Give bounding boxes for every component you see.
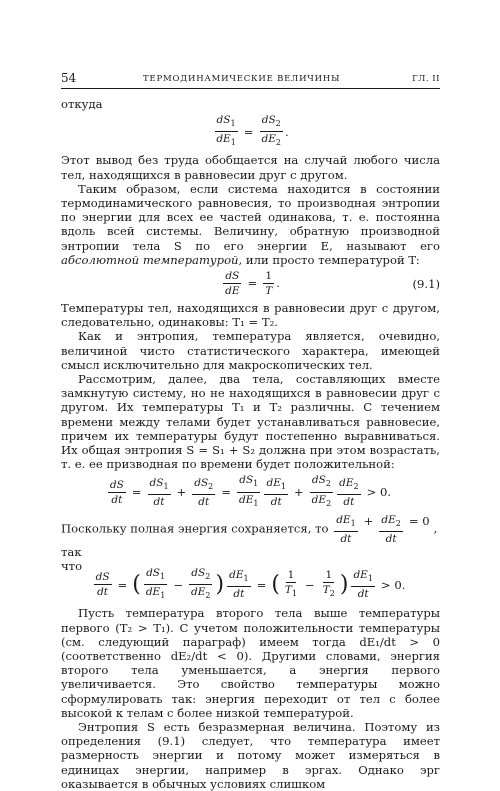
page-number: 54	[61, 71, 77, 85]
p6-chto: что	[61, 558, 83, 573]
paragraph-generalization: Этот вывод без труда обобщается на случай любого числа тел, находящихся в равновесии друг с другом.	[61, 153, 440, 182]
paragraph-equal-temperatures: Температуры тел, находящихся в равновесии друг с другом, следовательно, одинаковы: T₁ = T₂.	[61, 301, 440, 330]
absolute-temperature-term: абсолютной температурой	[61, 252, 239, 267]
header-rule	[61, 88, 440, 89]
paragraph-statistical-nature: Как и энтропия, температура является, очевидно, величиной чисто статистического характера, имеющей смысл исключительно для макроскопических тел.	[61, 329, 440, 372]
equation-number: (9.1)	[412, 276, 440, 291]
p2-start: Таким образом, если система находится в состоянии термодинамического равновесия, то производная энтропии по энергии для всех ее частей одинакова, т. е. постоянна вдоль всей системы. Величину, обратную производной энтропии тела S по его энергии E, называют его	[61, 181, 440, 253]
p6-start: Поскольку полная энергия сохраняется, то	[61, 521, 329, 536]
paragraph-temperature-definition	[61, 182, 440, 267]
paragraph-two-bodies: Рассмотрим, далее, два тела, составляющих вместе замкнутую систему, но не находящихся в равновесии друг с другом. Их температуры T₁ и T₂ различны. С течением времени между телами будет устанавливаться равновесие, причем их температуры будут постепенно выравниваться. Их общая энтропия S = S₁ + S₂ должна при этом возрастать, т. е. ее призводная по времени будет положительной:	[61, 372, 440, 472]
p2-end: , или просто температурой T:	[238, 252, 420, 267]
inline-energy-equation: $\frac{dE_1}{dt}$ + $\frac{dE_2}{dt}$ = 0	[336, 513, 430, 545]
paragraph-energy-conservation	[61, 514, 440, 574]
equation-9-1: $\frac{dS}{dE}$ = $\frac{1}{T}$ . (9.1)	[225, 270, 440, 298]
equation-ds1-ds2: $\frac{dS_1}{dE_1}$ = $\frac{dS_2}{dE_2}$ .	[216, 114, 289, 148]
page-body	[61, 97, 440, 791]
running-title: ТЕРМОДИНАМИЧЕСКИЕ ВЕЛИЧИНЫ	[143, 74, 341, 84]
page-header	[61, 71, 440, 85]
equation-entropy-derivative: $\frac{dS}{dt}$ = $\frac{dS_1}{dt}$ + $\frac{dS_2}{dt}$ = $\frac{dS_1}{dE_1}$ $\frac{dE_1}{dt}$ + $\frac{dS_2}{dE_2}$ $\frac{dE_2}{dt}$ > 0.	[109, 474, 392, 508]
paragraph-dimension: Энтропия S есть безразмерная величина. Поэтому из определения (9.1) следует, что температура имеет размерность энергии и потому может измеряться в единицах энергии, например в эргах. Однако эрг оказывается в обычных условиях слишком	[61, 719, 440, 791]
chapter-label: ГЛ. II	[412, 74, 440, 84]
p6-end: , так	[61, 521, 438, 559]
equation-temperature-difference: $\frac{dS}{dt}$ = ( $\frac{dS_1}{dE_1}$ − $\frac{dS_2}{dE_2}$ ) $\frac{dE_1}{dt}$ = ( $\frac{1}{T_1}$ − $\frac{1}{T_2}$ ) $\frac{dE_1}{dt}$ > 0.	[95, 567, 406, 601]
paragraph-heat-flow: Пусть температура второго тела выше температуры первого (T₂ > T₁). С учетом положительности температуры (см. следующий параграф) имеем тогда dE₁/dt > 0 (соответственно dE₂/dt < 0). Другими словами, энергия второго тела уменьшается, а энергия первого увеличивается. Это свойство температуры можно сформулировать так: энергия переходит от тел с более высокой к телам с более низкой температурой.	[61, 606, 440, 720]
text-otkuda: откуда	[61, 97, 103, 111]
